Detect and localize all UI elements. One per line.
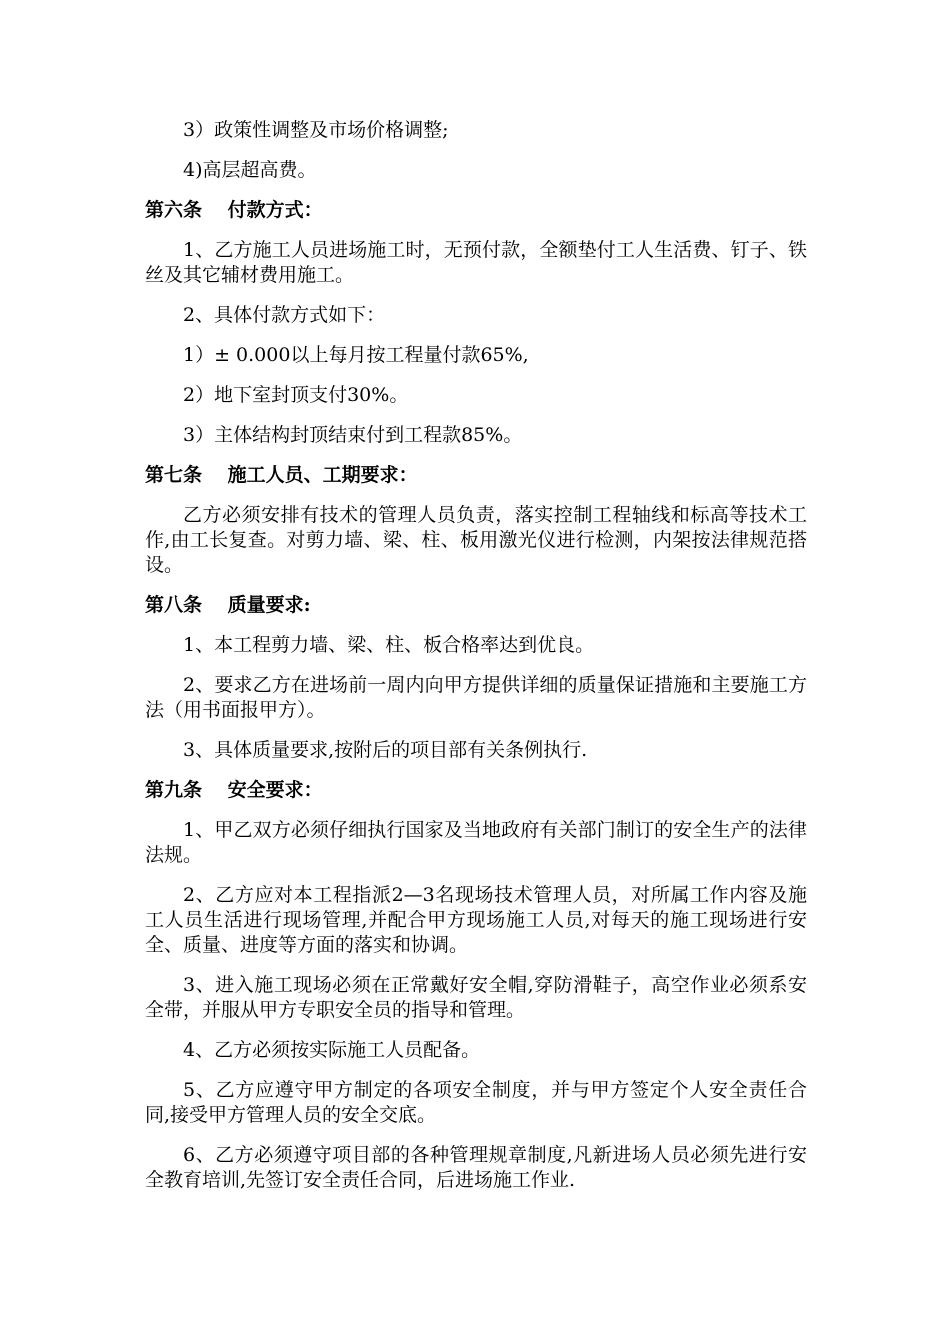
paragraph-safety-laws: 1、甲乙双方必须仔细执行国家及当地政府有关部门制订的安全生产的法律法规。: [145, 819, 807, 866]
heading-article-7: 第七条 施工人员、工期要求：: [145, 464, 418, 486]
heading-article-8: 第八条 质量要求:: [145, 594, 311, 616]
paragraph-staffing: 4、乙方必须按实际施工人员配备。: [183, 1039, 481, 1061]
paragraph-payment-method: 2、具体付款方式如下：: [183, 304, 386, 326]
heading-article-6: 第六条 付款方式：: [145, 199, 323, 221]
paragraph-safety-equipment: 3、进入施工现场必须在正常戴好安全帽,穿防滑鞋子，高空作业必须系安全带，并服从甲方专职安全员的指导和管理。: [145, 974, 807, 1021]
paragraph-no-advance-payment: 1、乙方施工人员进场施工时，无预付款，全额垫付工人生活费、钉子、铁丝及其它辅材费用施工。: [145, 239, 807, 286]
paragraph-technical-management: 乙方必须安排有技术的管理人员负责，落实控制工程轴线和标高等技术工作,由工长复查。对剪力墙、梁、柱、板用激光仪进行检测，内架按法律规范搭设。: [145, 504, 807, 576]
paragraph-monthly-payment: 1）± 0.000以上每月按工程量付款65%,: [183, 344, 529, 366]
paragraph-quality-rate: 1、本工程剪力墙、梁、柱、板合格率达到优良。: [183, 634, 595, 656]
paragraph-quality-regulations: 3、具体质量要求,按附后的项目部有关条例执行.: [183, 739, 588, 761]
paragraph-structure-payment: 3）主体结构封顶结束付到工程款85%。: [183, 424, 523, 446]
paragraph-policy-adjustment: 3）政策性调整及市场价格调整;: [183, 119, 449, 141]
heading-article-9: 第九条 安全要求：: [145, 779, 323, 801]
paragraph-quality-measures: 2、要求乙方在进场前一周内向甲方提供详细的质量保证措施和主要施工方法（用书面报甲方）。: [145, 674, 807, 721]
paragraph-safety-contract: 5、乙方应遵守甲方制定的各项安全制度，并与甲方签定个人安全责任合同,接受甲方管理人员的安全交底。: [145, 1079, 807, 1126]
paragraph-basement-payment: 2）地下室封顶支付30%。: [183, 384, 409, 406]
paragraph-site-managers: 2、乙方应对本工程指派2—3名现场技术管理人员，对所属工作内容及施工人员生活进行现场管理,并配合甲方现场施工人员,对每天的施工现场进行安全、质量、进度等方面的落实和协调。: [145, 884, 807, 956]
paragraph-safety-training: 6、乙方必须遵守项目部的各种管理规章制度,凡新进场人员必须先进行安全教育培训,先签订安全责任合同，后进场施工作业.: [145, 1144, 807, 1191]
paragraph-high-rise-fee: 4)高层超高费。: [183, 159, 317, 181]
document-page: [145, 118, 807, 1208]
